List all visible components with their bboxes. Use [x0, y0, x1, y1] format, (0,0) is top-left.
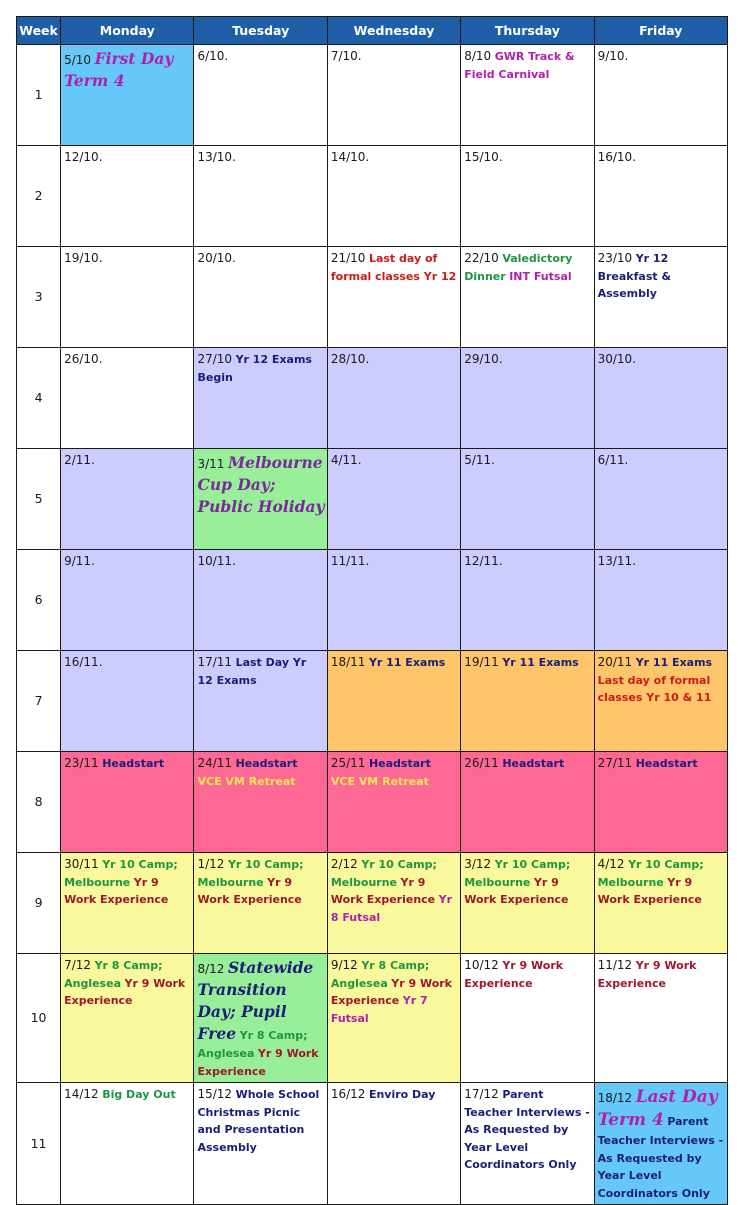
- date-label: 19/10.: [64, 251, 103, 265]
- day-cell-wednesday: [327, 146, 460, 247]
- event-text: Yr 9 Work Experience: [464, 959, 564, 990]
- day-cell-wednesday: [327, 1083, 460, 1205]
- day-cell-tuesday: [194, 752, 327, 853]
- event-text: GWR Track & Field Carnival: [464, 50, 575, 81]
- week-number: 11: [17, 1083, 61, 1205]
- week-number: 5: [17, 449, 61, 550]
- event-text: Yr 8 Camp; Anglesea: [197, 1029, 308, 1060]
- date-label: 14/12: [64, 1087, 99, 1101]
- date-label: 25/11: [330, 756, 366, 770]
- event-text: First Day Term 4: [64, 49, 174, 90]
- day-cell-tuesday: [194, 954, 327, 1083]
- calendar-body: [17, 45, 728, 1205]
- date-label: 5/11.: [464, 453, 495, 467]
- date-label: 9/11.: [64, 554, 95, 568]
- date-label: 3/11: [197, 457, 225, 471]
- event-text: Yr 9 Work Experience: [197, 1047, 319, 1078]
- date-label: 11/12: [597, 958, 633, 972]
- day-cell-tuesday: [194, 853, 327, 954]
- event-text: Statewide Transition Day; Pupil Free: [197, 958, 314, 1043]
- event-text: Yr 9 Work Experience: [464, 875, 569, 906]
- date-label: 10/11.: [197, 554, 236, 568]
- week-row: [17, 550, 728, 651]
- day-cell-tuesday: [194, 651, 327, 752]
- date-label: 9/12: [330, 958, 358, 972]
- date-label: 6/11.: [597, 453, 629, 467]
- date-label: 8/12: [197, 962, 225, 976]
- date-label: 12/11.: [464, 554, 503, 568]
- date-label: 16/11.: [64, 655, 103, 669]
- date-label: 2/11.: [64, 453, 95, 467]
- day-cell-thursday: [461, 853, 594, 954]
- event-text: Yr 7 Futsal: [330, 994, 428, 1025]
- event-text: Last day of formal classes Yr 12: [330, 252, 457, 283]
- header-tuesday: Tuesday: [194, 17, 327, 45]
- header-wednesday: Wednesday: [327, 17, 460, 45]
- day-cell-monday: [61, 146, 194, 247]
- event-text: Yr 9 Work Experience: [597, 875, 702, 906]
- day-cell-wednesday: [327, 853, 460, 954]
- week-row: [17, 752, 728, 853]
- date-label: 16/12: [330, 1087, 366, 1101]
- date-label: 6/10.: [197, 49, 229, 63]
- week-row: [17, 146, 728, 247]
- week-number: 6: [17, 550, 61, 651]
- date-label: 29/10.: [464, 352, 503, 366]
- event-text: Yr 11 Exams: [502, 656, 579, 669]
- day-cell-thursday: [461, 348, 594, 449]
- day-cell-friday: [594, 45, 727, 146]
- date-label: 26/10.: [64, 352, 103, 366]
- day-cell-thursday: [461, 247, 594, 348]
- date-label: 16/10.: [597, 150, 637, 164]
- day-cell-monday: [61, 550, 194, 651]
- header-row: [17, 17, 728, 45]
- header-week: Week: [17, 17, 61, 45]
- date-label: 4/12: [597, 857, 625, 871]
- event-text: Yr 11 Exams: [635, 656, 713, 669]
- date-label: 19/11: [464, 655, 499, 669]
- day-cell-monday: [61, 348, 194, 449]
- date-label: 4/11.: [330, 453, 362, 467]
- week-row: [17, 1083, 728, 1205]
- date-label: 3/12: [464, 857, 492, 871]
- week-number: 1: [17, 45, 61, 146]
- day-cell-friday: [594, 449, 727, 550]
- day-cell-tuesday: [194, 45, 327, 146]
- date-label: 5/10: [64, 53, 92, 67]
- event-text: Yr 10 Camp; Melbourne: [597, 858, 704, 889]
- day-cell-tuesday: [194, 247, 327, 348]
- day-cell-thursday: [461, 449, 594, 550]
- date-label: 11/11.: [330, 554, 370, 568]
- week-row: [17, 853, 728, 954]
- date-label: 30/11: [64, 857, 99, 871]
- day-cell-monday: [61, 752, 194, 853]
- date-label: 1/12: [197, 857, 225, 871]
- date-label: 22/10: [464, 251, 499, 265]
- day-cell-wednesday: [327, 550, 460, 651]
- day-cell-friday: [594, 853, 727, 954]
- week-number: 9: [17, 853, 61, 954]
- date-label: 18/11: [330, 655, 366, 669]
- date-label: 23/11: [64, 756, 99, 770]
- week-row: [17, 247, 728, 348]
- event-text: Big Day Out: [102, 1088, 176, 1101]
- day-cell-monday: [61, 247, 194, 348]
- day-cell-wednesday: [327, 752, 460, 853]
- date-label: 10/12: [464, 958, 499, 972]
- week-row: [17, 449, 728, 550]
- event-text: Parent Teacher Interviews - As Requested by Year Level Coordinators Only: [464, 1088, 590, 1171]
- day-cell-friday: [594, 146, 727, 247]
- day-cell-monday: [61, 45, 194, 146]
- day-cell-wednesday: [327, 449, 460, 550]
- day-cell-thursday: [461, 651, 594, 752]
- date-label: 26/11: [464, 756, 499, 770]
- day-cell-thursday: [461, 1083, 594, 1205]
- event-text: Yr 9 Work Experience: [330, 875, 436, 906]
- date-label: 15/12: [197, 1087, 233, 1101]
- event-text: VCE VM Retreat: [197, 774, 296, 788]
- date-label: 13/10.: [197, 150, 236, 164]
- header-monday: Monday: [61, 17, 194, 45]
- event-text: Melbourne Cup Day; Public Holiday: [197, 453, 325, 516]
- date-label: 17/11: [197, 655, 233, 669]
- week-number: 2: [17, 146, 61, 247]
- day-cell-monday: [61, 1083, 194, 1205]
- day-cell-wednesday: [327, 247, 460, 348]
- day-cell-wednesday: [327, 45, 460, 146]
- day-cell-monday: [61, 449, 194, 550]
- date-label: 17/12: [464, 1087, 499, 1101]
- event-text: Yr 9 Work Experience: [330, 976, 452, 1007]
- date-label: 18/12: [597, 1091, 633, 1105]
- day-cell-monday: [61, 651, 194, 752]
- event-text: Yr 10 Camp; Melbourne: [464, 858, 571, 889]
- date-label: 13/11.: [597, 554, 637, 568]
- day-cell-tuesday: [194, 1083, 327, 1205]
- event-text: Yr 12 Exams Begin: [197, 353, 312, 384]
- day-cell-friday: [594, 1083, 727, 1205]
- day-cell-wednesday: [327, 651, 460, 752]
- term-calendar-table: [16, 16, 728, 1205]
- day-cell-thursday: [461, 45, 594, 146]
- day-cell-tuesday: [194, 348, 327, 449]
- event-text: Headstart: [102, 757, 165, 770]
- day-cell-friday: [594, 247, 727, 348]
- day-cell-friday: [594, 651, 727, 752]
- date-label: 28/10.: [330, 352, 370, 366]
- event-text: Last Day Term 4: [597, 1087, 718, 1130]
- date-label: 30/10.: [597, 352, 637, 366]
- date-label: 7/12: [64, 958, 92, 972]
- event-text: Yr 12 Breakfast & Assembly: [597, 252, 672, 300]
- event-text: Last day of formal classes Yr 10 & 11: [597, 673, 712, 704]
- event-text: Yr 10 Camp; Melbourne: [330, 858, 437, 889]
- date-label: 2/12: [330, 857, 358, 871]
- date-label: 8/10: [464, 49, 492, 63]
- event-text: Whole School Christmas Picnic and Presentation Assembly: [197, 1088, 320, 1154]
- day-cell-tuesday: [194, 449, 327, 550]
- event-text: Headstart: [635, 757, 698, 770]
- day-cell-thursday: [461, 146, 594, 247]
- date-label: 20/11: [597, 655, 633, 669]
- event-text: Yr 9 Work Experience: [64, 976, 186, 1007]
- week-row: [17, 45, 728, 146]
- date-label: 27/10: [197, 352, 233, 366]
- day-cell-monday: [61, 853, 194, 954]
- event-text: Headstart: [235, 757, 298, 770]
- week-row: [17, 348, 728, 449]
- event-text: Yr 10 Camp; Melbourne: [197, 858, 304, 889]
- event-text: Yr 9 Work Experience: [597, 959, 697, 990]
- event-text: Last Day Yr 12 Exams: [197, 656, 307, 687]
- event-text: Parent Teacher Interviews - As Requested by Year Level Coordinators Only: [597, 1115, 724, 1200]
- day-cell-friday: [594, 954, 727, 1083]
- event-text: Yr 8 Futsal: [330, 893, 453, 924]
- event-text: Yr 11 Exams: [368, 656, 446, 669]
- calendar-page: [16, 16, 728, 1205]
- day-cell-tuesday: [194, 550, 327, 651]
- day-cell-thursday: [461, 550, 594, 651]
- event-text: VCE VM Retreat: [330, 774, 429, 788]
- date-label: 14/10.: [330, 150, 370, 164]
- day-cell-friday: [594, 550, 727, 651]
- date-label: 9/10.: [597, 49, 629, 63]
- date-label: 27/11: [597, 756, 633, 770]
- header-friday: Friday: [594, 17, 727, 45]
- week-number: 10: [17, 954, 61, 1083]
- week-number: 8: [17, 752, 61, 853]
- date-label: 15/10.: [464, 150, 503, 164]
- header-thursday: Thursday: [461, 17, 594, 45]
- date-label: 21/10: [330, 251, 366, 265]
- date-label: 20/10.: [197, 251, 236, 265]
- event-text: Yr 8 Camp; Anglesea: [64, 959, 163, 990]
- day-cell-friday: [594, 348, 727, 449]
- date-label: 23/10: [597, 251, 633, 265]
- event-text: Headstart: [368, 757, 431, 770]
- day-cell-wednesday: [327, 348, 460, 449]
- event-text: Yr 10 Camp; Melbourne: [64, 858, 178, 889]
- week-row: [17, 954, 728, 1083]
- day-cell-wednesday: [327, 954, 460, 1083]
- event-text: Headstart: [502, 757, 565, 770]
- week-number: 3: [17, 247, 61, 348]
- day-cell-thursday: [461, 752, 594, 853]
- day-cell-friday: [594, 752, 727, 853]
- day-cell-thursday: [461, 954, 594, 1083]
- date-label: 24/11: [197, 756, 233, 770]
- date-label: 7/10.: [330, 49, 362, 63]
- event-text: Yr 9 Work Experience: [64, 875, 169, 906]
- event-text: Yr 9 Work Experience: [197, 875, 302, 906]
- event-text: INT Futsal: [509, 269, 572, 283]
- week-number: 7: [17, 651, 61, 752]
- day-cell-monday: [61, 954, 194, 1083]
- week-number: 4: [17, 348, 61, 449]
- day-cell-tuesday: [194, 146, 327, 247]
- event-text: Valedictory Dinner: [464, 252, 573, 283]
- week-row: [17, 651, 728, 752]
- event-text: Yr 8 Camp; Anglesea: [330, 959, 430, 990]
- date-label: 12/10.: [64, 150, 103, 164]
- event-text: Enviro Day: [368, 1088, 436, 1101]
